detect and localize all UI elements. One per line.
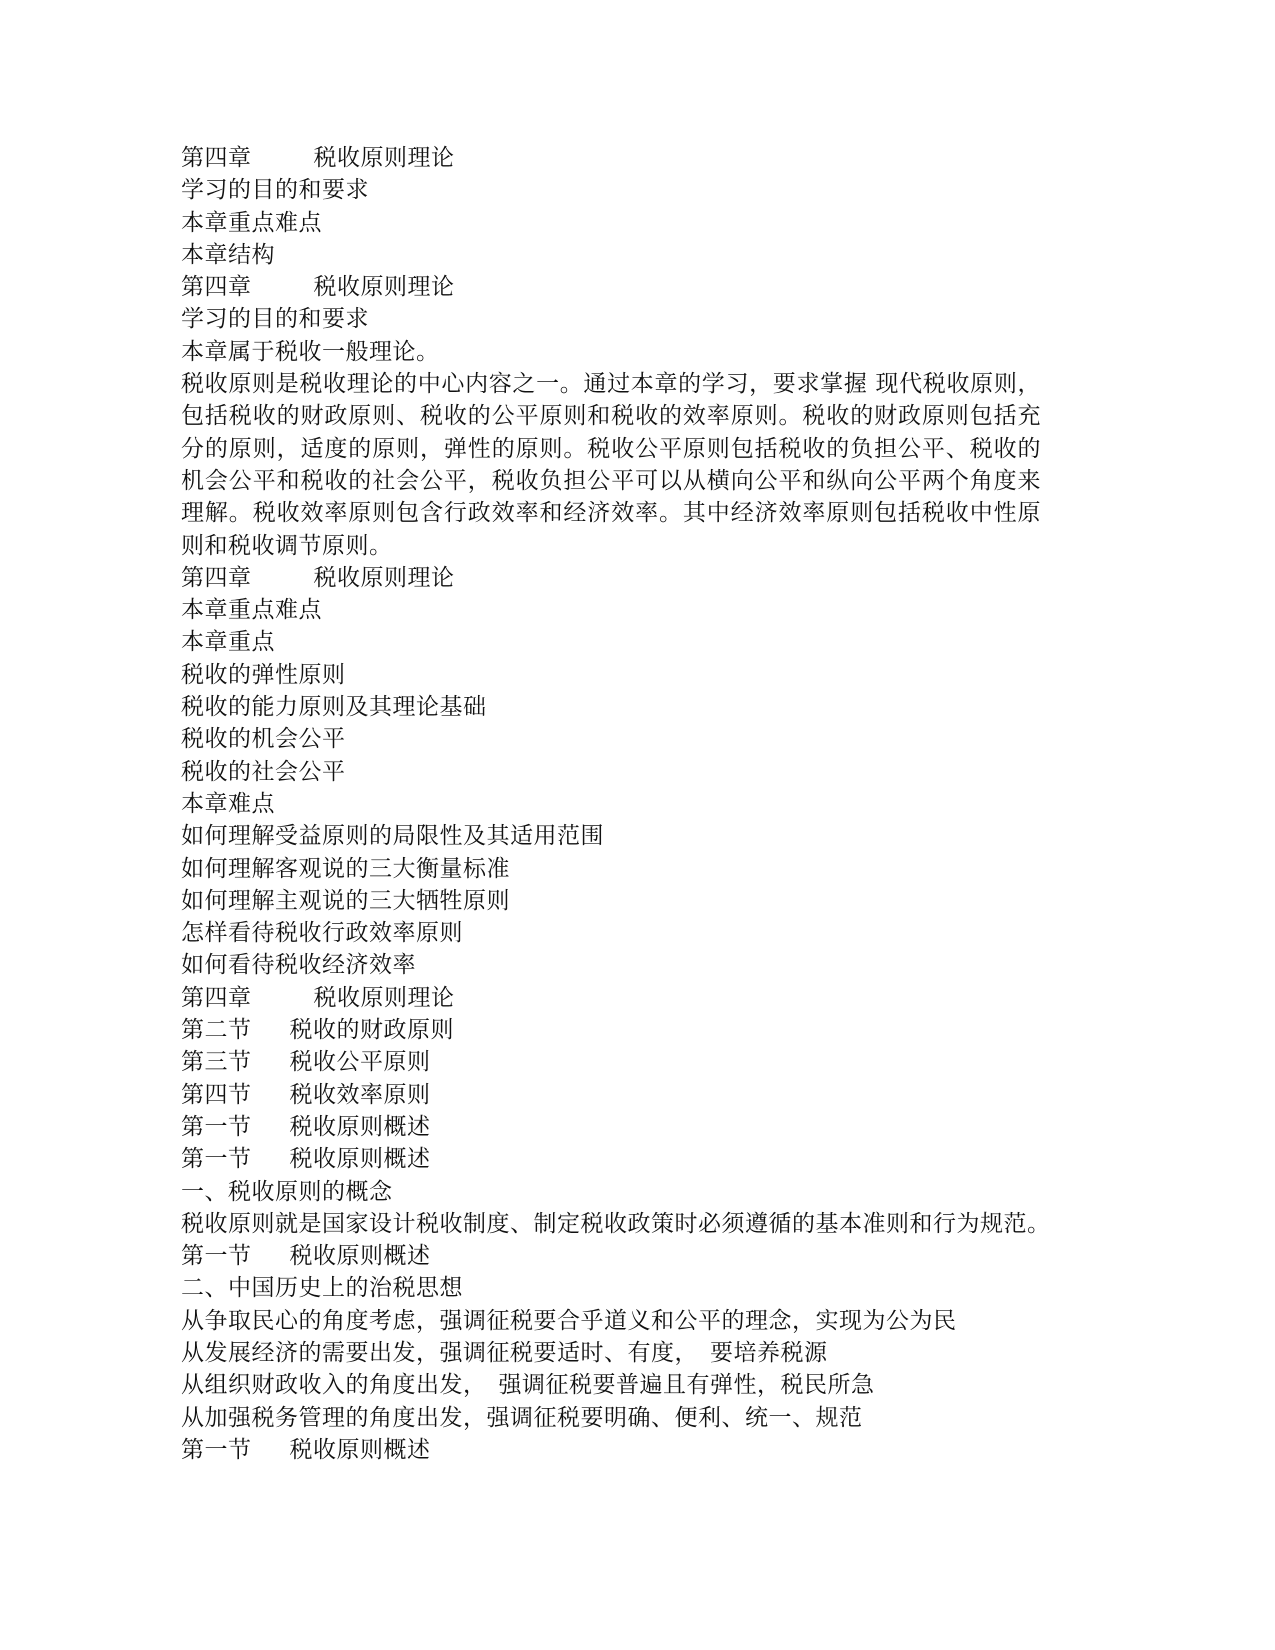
heading-number: 第一节	[181, 1436, 252, 1463]
chapter-heading	[181, 982, 1041, 1014]
text-line: 如何看待税收经济效率	[181, 952, 416, 979]
heading-title: 税收公平原则	[289, 1049, 431, 1076]
heading-title: 税收的财政原则	[289, 1017, 454, 1044]
section-heading	[181, 1111, 1041, 1143]
text-line: 从发展经济的需要出发，强调征税要适时、有度， 要培养税源	[181, 1339, 828, 1366]
chapter-heading	[181, 562, 1041, 594]
heading-title: 税收原则概述	[289, 1113, 431, 1140]
heading-number: 第一节	[181, 1113, 252, 1140]
section-heading	[181, 1434, 1041, 1466]
text-line: 如何理解客观说的三大衡量标准	[181, 855, 510, 882]
section-heading	[181, 1014, 1041, 1046]
heading-title: 税收原则概述	[289, 1146, 431, 1173]
heading-title: 税收原则概述	[289, 1436, 431, 1463]
heading-number: 第二节	[181, 1017, 252, 1044]
text-line: 从加强税务管理的角度出发，强调征税要明确、便利、统一、规范	[181, 1404, 863, 1431]
section-heading	[181, 1046, 1041, 1078]
heading-number: 第三节	[181, 1049, 252, 1076]
chapter-heading	[181, 271, 1041, 303]
text-line: 一、税收原则的概念	[181, 1178, 393, 1205]
text-line: 本章重点	[181, 629, 275, 656]
text-line: 如何理解主观说的三大牺牲原则	[181, 887, 510, 914]
text-line: 本章难点	[181, 790, 275, 817]
text-line: 怎样看待税收行政效率原则	[181, 920, 463, 947]
document-page	[181, 142, 1051, 1466]
heading-number: 第四章	[181, 274, 252, 301]
text-line: 税收的弹性原则	[181, 661, 346, 688]
text-line: 如何理解受益原则的局限性及其适用范围	[181, 823, 604, 850]
text-line: 本章重点难点	[181, 597, 322, 624]
section-heading	[181, 1240, 1041, 1272]
heading-number: 第四章	[181, 984, 252, 1011]
text-line: 税收的机会公平	[181, 726, 346, 753]
text-line: 本章结构	[181, 241, 275, 268]
heading-number: 第四节	[181, 1081, 252, 1108]
heading-title: 税收原则理论	[313, 145, 455, 171]
heading-title: 税收原则概述	[289, 1243, 431, 1270]
heading-title: 税收原则理论	[313, 274, 455, 301]
heading-title: 税收原则理论	[313, 564, 455, 591]
text-line: 本章属于税收一般理论。	[181, 338, 440, 365]
text-line: 税收的社会公平	[181, 758, 346, 785]
heading-title: 税收效率原则	[289, 1081, 431, 1108]
heading-number: 第四章	[181, 145, 252, 171]
text-line: 税收原则就是国家设计税收制度、制定税收政策时必须遵循的基本准则和行为规范。	[181, 1210, 1051, 1237]
text-line: 学习的目的和要求	[181, 177, 369, 204]
body-paragraph: 税收原则是税收理论的中心内容之一。通过本章的学习，要求掌握 现代税收原则，包括税收的财政原则、税收的公平原则和税收的效率原则。税收的财政原则包括充分的原则，适度的原则，弹性的原则。税收公平原则包括税收的负担公平、税收的机会公平和税收的社会公平，税收负担公平可以从横向公平和纵向公平两个角度来理解。税收效率原则包含行政效率和经济效率。其中经济效率原则包括税收中性原则和税收调节原则。	[181, 371, 1041, 559]
text-line: 税收的能力原则及其理论基础	[181, 694, 487, 721]
text-line: 学习的目的和要求	[181, 306, 369, 333]
heading-number: 第一节	[181, 1243, 252, 1270]
text-line: 本章重点难点	[181, 209, 322, 236]
heading-number: 第一节	[181, 1146, 252, 1173]
section-heading	[181, 1143, 1041, 1175]
chapter-heading	[181, 142, 1041, 174]
heading-title: 税收原则理论	[313, 984, 455, 1011]
text-line: 二、中国历史上的治税思想	[181, 1275, 463, 1302]
section-heading	[181, 1079, 1041, 1111]
heading-number: 第四章	[181, 564, 252, 591]
text-line: 从争取民心的角度考虑，强调征税要合乎道义和公平的理念，实现为公为民	[181, 1307, 957, 1334]
text-line: 从组织财政收入的角度出发， 强调征税要普遍且有弹性，税民所急	[181, 1372, 875, 1399]
